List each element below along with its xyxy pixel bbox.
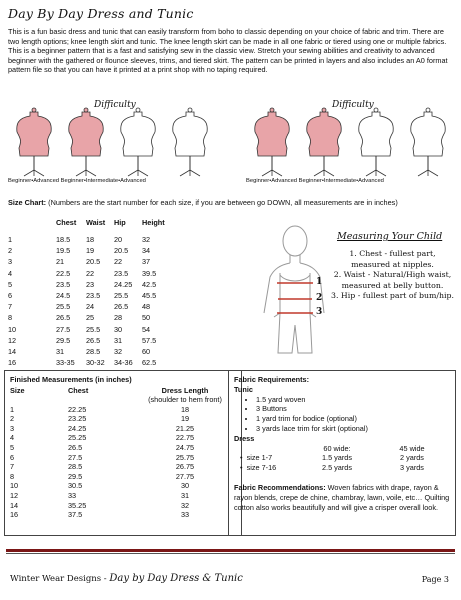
size-cell: 31 <box>114 335 123 345</box>
size-row <box>8 312 182 323</box>
size-cell: 32 <box>142 235 151 244</box>
difficulty-chart-right <box>246 100 456 195</box>
finished-cell: 24.25 <box>68 423 87 433</box>
size-cell: 10 <box>8 324 17 334</box>
fm-subheader: (shoulder to hem front) <box>148 395 222 404</box>
size-chart-note: (Numbers are the start number for each size, if you are between go DOWN, all measurements are in inches) <box>48 198 398 207</box>
finished-cell: 37.5 <box>68 510 83 520</box>
size-cell: 24 <box>86 302 95 312</box>
size-cell: 16 <box>8 358 17 368</box>
finished-cell: 1 <box>10 404 15 414</box>
dress-form-icons <box>8 106 218 178</box>
size-cell: 21 <box>56 257 65 267</box>
fm-chest-header: Chest <box>68 386 89 395</box>
finished-row <box>10 491 230 501</box>
size-cell: 20.5 <box>114 246 129 256</box>
size-cell: 24.5 <box>56 291 71 301</box>
dress-yardage: 3 yards <box>400 463 424 473</box>
size-row <box>8 335 182 346</box>
size-cell: 23.5 <box>86 291 101 301</box>
finished-cell: 3 <box>10 423 15 433</box>
size-cell: 6 <box>8 291 13 301</box>
child-figure-icon <box>250 213 340 373</box>
size-cell: 62.5 <box>142 358 157 368</box>
finished-title: Finished Measurements (in inches) <box>10 375 132 384</box>
hip-header: Hip <box>114 218 126 227</box>
finished-row <box>10 481 230 491</box>
footer-brand <box>10 573 243 584</box>
size-cell: 54 <box>142 324 151 334</box>
size-chart-header-row <box>8 218 182 234</box>
dress-form-icon <box>121 108 155 176</box>
finished-cell: 27.5 <box>68 452 83 462</box>
finished-cell: 32 <box>180 500 190 510</box>
size-cell: 25.5 <box>86 324 101 334</box>
size-row <box>8 234 182 245</box>
finished-cell: 8 <box>10 471 15 481</box>
tunic-item: • 3 Buttons <box>256 404 452 414</box>
intro-paragraph: This is a fun basic dress and tunic that can easily transform from boho to classic depending on your choice of fabric and trim. There are two length options; knee length skirt and tunic. The knee length skirt can be made in all one fabric or tiered using one or multiple fabrics. This is a beginner pattern that is a fast and satisfying sew in the classic view. Stretch your sewing abilities and creativity to advanced beginner with the gathered or flounce sleeves, trims, and tiered skirt. The pattern can be printed in layers and also includes an A0 format pattern file so that you can have it printed at a print shop with no taping required. <box>8 27 448 75</box>
finished-cell: 2 <box>10 414 15 424</box>
size-row <box>8 290 182 301</box>
size-cell: 28.5 <box>86 347 101 357</box>
dress-header-row <box>234 444 452 454</box>
dress-form-icon <box>17 108 51 176</box>
finished-cell: 22.25 <box>68 404 87 414</box>
dress-form-icon <box>69 108 103 176</box>
size-cell: 18 <box>86 235 95 244</box>
finished-cell: 21.25 <box>175 423 195 433</box>
difficulty-label: Difficulty <box>332 100 374 110</box>
size-cell: 60 <box>142 347 151 357</box>
size-chart-table <box>8 218 182 368</box>
finished-row <box>10 433 230 443</box>
difficulty-levels: Beginner•Advanced Beginner•Intermediate•Advanced <box>246 178 384 184</box>
size-cell: 25.5 <box>56 302 71 312</box>
size-cell: 19 <box>86 246 95 256</box>
dress-size-range: size 7-16 <box>246 463 277 473</box>
size-cell: 42.5 <box>142 279 157 289</box>
size-cell: 5 <box>8 279 13 289</box>
size-cell: 25 <box>86 313 95 323</box>
tunic-item: • 1 yard trim for bodice (optional) <box>256 414 452 424</box>
height-header: Height <box>142 218 165 227</box>
finished-cell: 10 <box>10 481 19 491</box>
footer-rule-thin <box>6 553 455 554</box>
difficulty-levels: Beginner•Advanced Beginner•Intermediate•Advanced <box>8 178 146 184</box>
finished-cell: 16 <box>10 510 19 520</box>
size-cell: 30-32 <box>86 358 105 368</box>
tunic-requirements <box>234 395 452 434</box>
size-cell: 24.25 <box>114 279 133 289</box>
size-cell: 22 <box>114 257 123 267</box>
dress-form-icon <box>255 108 289 176</box>
finished-row <box>10 424 230 434</box>
size-cell: 23 <box>86 279 95 289</box>
size-cell: 18.5 <box>56 235 71 244</box>
measure-marker: 2 <box>316 293 323 303</box>
size-cell: 32 <box>114 347 123 357</box>
fm-length-header: Dress Length <box>161 386 209 395</box>
finished-row <box>10 443 230 453</box>
size-row <box>8 256 182 267</box>
finished-cell: 18 <box>180 404 190 414</box>
dress-form-icon <box>359 108 393 176</box>
finished-cell: 31 <box>180 490 190 500</box>
measure-line: 3. Hip - fullest part of bum/hip. <box>331 291 454 300</box>
dress-row: • size 7-16 2.5 yards 3 yards <box>234 463 452 473</box>
measure-line: 1. Chest - fullest part, <box>349 249 436 258</box>
size-cell: 26.5 <box>114 302 129 312</box>
dress-60-header: 60 wide: <box>323 443 351 453</box>
dress-form-icon <box>307 108 341 176</box>
finished-cell: 25.25 <box>68 433 87 443</box>
footer-rule <box>6 549 455 552</box>
tunic-item: • 3 yards lace trim for skirt (optional) <box>256 424 452 434</box>
dress-yardage: 2.5 yards <box>321 463 352 473</box>
chest-header: Chest <box>56 218 77 227</box>
size-row <box>8 245 182 256</box>
finished-cell: 6 <box>10 452 15 462</box>
size-cell: 8 <box>8 313 13 323</box>
finished-header-row <box>10 386 230 395</box>
size-row <box>8 346 182 357</box>
size-cell: 39.5 <box>142 268 157 278</box>
size-row <box>8 357 182 368</box>
size-cell: 12 <box>8 335 17 345</box>
finished-row <box>10 414 230 424</box>
dress-form-icons <box>246 106 456 178</box>
size-cell: 34 <box>142 246 151 256</box>
page-number: Page 3 <box>421 575 449 584</box>
finished-cell: 25.75 <box>175 452 195 462</box>
size-cell: 19.5 <box>56 246 71 256</box>
size-chart-label: Size Chart: <box>8 198 47 207</box>
fabric-recommendations <box>234 483 452 512</box>
finished-cell: 30.5 <box>68 481 83 491</box>
fm-size-header: Size <box>10 386 25 395</box>
page-title: Day By Day Dress and Tunic <box>8 6 194 21</box>
dress-45-header: 45 wide <box>399 443 425 453</box>
size-chart-heading <box>8 198 454 208</box>
size-cell: 1 <box>8 235 13 244</box>
dress-label: Dress <box>234 433 255 443</box>
size-cell: 30 <box>114 324 123 334</box>
recs-label: Fabric Recommendations: <box>234 482 326 492</box>
size-cell: 20 <box>114 235 123 244</box>
measure-marker: 1 <box>316 277 323 287</box>
size-cell: 33-35 <box>56 358 75 368</box>
waist-header: Waist <box>86 218 106 227</box>
difficulty-label: Difficulty <box>94 100 136 110</box>
difficulty-chart-left <box>8 100 218 195</box>
size-cell: 22 <box>86 268 95 278</box>
finished-row <box>10 501 230 511</box>
finished-row <box>10 462 230 472</box>
dress-size-range: size 1-7 <box>246 453 273 463</box>
dress-form-icon <box>173 108 207 176</box>
size-cell: 22.5 <box>56 268 71 278</box>
size-cell: 27.5 <box>56 324 71 334</box>
size-header <box>8 218 56 234</box>
size-cell: 25.5 <box>114 291 129 301</box>
finished-row <box>10 510 230 520</box>
tunic-label: Tunic <box>234 384 253 394</box>
recs-text: Woven fabrics with drape, rayon & rayon blends, crepe de chine, chambray, lawn, voile, etc… Quilting cotton also works beautifully and will give a crisper overall look. <box>234 482 450 512</box>
size-cell: 26.5 <box>86 335 101 345</box>
size-cell: 37 <box>142 257 151 267</box>
dress-form-icon <box>411 108 445 176</box>
size-cell: 57.5 <box>142 335 157 345</box>
size-cell: 48 <box>142 302 151 312</box>
finished-measurements-box <box>4 370 242 536</box>
finished-row <box>10 405 230 415</box>
finished-cell: 14 <box>10 500 19 510</box>
measure-line: measured at nipples. <box>351 259 434 269</box>
finished-cell: 35.25 <box>68 500 87 510</box>
finished-table <box>10 386 230 520</box>
measure-line: 2. Waist - Natural/High waist, <box>333 270 452 279</box>
size-cell: 2 <box>8 246 13 256</box>
tunic-item: • 1.5 yard woven <box>256 395 452 405</box>
finished-cell: 26.5 <box>68 442 83 452</box>
size-row <box>8 279 182 290</box>
measure-line: measured at belly button. <box>341 280 444 290</box>
finished-cell: 22.75 <box>175 433 195 443</box>
size-cell: 29.5 <box>56 335 71 345</box>
size-row <box>8 324 182 335</box>
measuring-child-panel <box>250 213 455 373</box>
dress-yardage: 1.5 yards <box>321 453 352 463</box>
footer-brand-script: Day by Day Dress & Tunic <box>109 573 243 584</box>
size-cell: 26.5 <box>56 313 71 323</box>
fabric-requirements-box <box>228 370 456 536</box>
size-cell: 23.5 <box>56 279 71 289</box>
size-cell: 31 <box>56 347 65 357</box>
size-cell: 7 <box>8 302 13 312</box>
finished-cell: 5 <box>10 442 15 452</box>
size-row <box>8 301 182 312</box>
size-cell: 45.5 <box>142 291 157 301</box>
measuring-title: Measuring Your Child <box>337 231 443 242</box>
finished-cell: 27.75 <box>175 471 195 481</box>
finished-cell: 26.75 <box>175 462 195 472</box>
finished-row <box>10 472 230 482</box>
finished-cell: 29.5 <box>68 471 83 481</box>
measure-marker: 3 <box>316 307 323 317</box>
size-cell: 4 <box>8 268 13 278</box>
finished-row <box>10 453 230 463</box>
finished-cell: 30 <box>180 481 190 491</box>
size-cell: 23.5 <box>114 268 129 278</box>
dress-row: • size 1-7 1.5 yards 2 yards <box>234 453 452 463</box>
finished-cell: 23.25 <box>68 414 87 424</box>
finished-cell: 4 <box>10 433 15 443</box>
size-cell: 34-36 <box>114 358 133 368</box>
size-row <box>8 268 182 279</box>
size-cell: 14 <box>8 347 17 357</box>
size-cell: 50 <box>142 313 151 323</box>
fabric-title: Fabric Requirements: <box>234 375 310 384</box>
measuring-instructions <box>330 249 455 302</box>
size-cell: 3 <box>8 257 13 267</box>
footer-brand-plain: Winter Wear Designs - <box>10 574 110 584</box>
finished-cell: 24.75 <box>175 442 195 452</box>
finished-cell: 7 <box>10 462 15 472</box>
dress-yardage: 2 yards <box>400 453 424 463</box>
finished-cell: 33 <box>68 490 77 500</box>
finished-cell: 12 <box>10 490 19 500</box>
finished-cell: 33 <box>180 510 190 520</box>
size-cell: 20.5 <box>86 257 101 267</box>
finished-cell: 19 <box>180 414 190 424</box>
size-cell: 28 <box>114 313 123 323</box>
finished-cell: 28.5 <box>68 462 83 472</box>
